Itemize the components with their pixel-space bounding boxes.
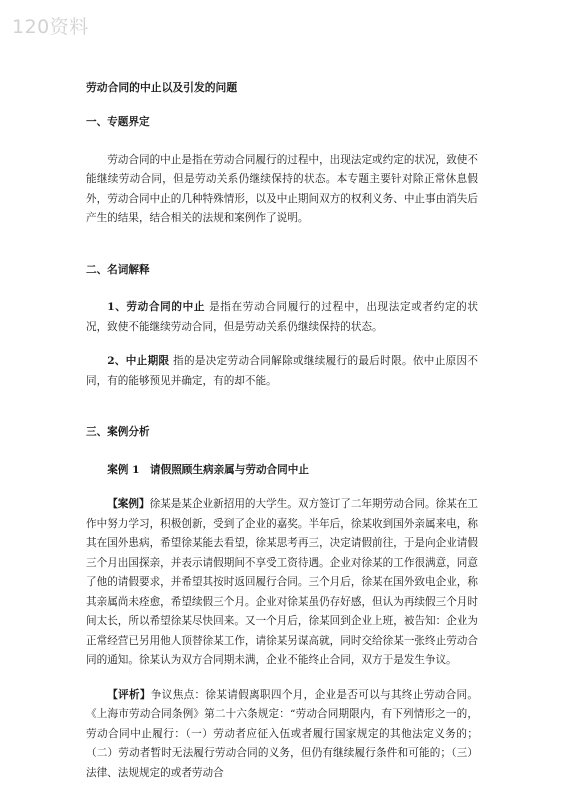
term-2-text: 指的是决定劳动合同解除或继续履行的最后时限。依中止原因不同，有的能够预见并确定，有的却不能。 [86,355,478,387]
case-1-title: 案例 1 请假照顾生病亲属与劳动合同中止 [107,463,309,476]
term-2-label: 2、中止期限 [107,355,170,367]
analysis-label: 【评析】 [107,688,151,701]
document-title: 劳动合同的中止以及引发的问题 [86,81,238,94]
term-1-label: 1、劳动合同的中止 [107,301,206,313]
analysis-text: 争议焦点：徐某请假离职四个月，企业是否可以与其终止劳动合同。《上海市劳动合同条例》第二十六条规定：“劳动合同期限内，有下列情形之一的，劳动合同中止履行：（一）劳动者应征入伍或者履行国家规定的其他法定义务的；（二）劳动者暂时无法履行劳动合同的义务，但仍有继续履行条件和可能的；（三）法律、法规规定的或者劳动合 [86,688,479,779]
section-heading-definition: 一、专题界定 [86,116,150,128]
watermark-logo: 120资料 [12,16,89,38]
case-label: 【案例】 [107,498,150,510]
analysis-paragraph [86,686,478,784]
case-text: 徐某是某企业新招用的大学生。双方签订了二年期劳动合同。徐某在工作中努力学习，积极创新，受到了企业的嘉奖。半年后，徐某收到国外亲属来电，称其在国外患病，希望徐某能去看望，徐某思考再三，决定请假前往，于是向企业请假三个月出国探亲，并表示请假期间不享受工资待遇。企业对徐某的工作很满意，同意了他的请假要求，并希望其按时返回履行合同。三个月后，徐某在国外致电企业，称其亲属尚未痊愈，希望续假三个月。企业对徐某虽仍存好感，但认为再续假三个月时间太长，所以希望徐某尽快回来。又一个月后，徐某回到企业上班，被告知：企业为正常经营已另用他人顶替徐某工作，请徐某另谋高就，同时交给徐某一张终止劳动合同的通知。徐某认为双方合同期未满，企业不能终止合同，双方于是发生争议。 [86,498,479,666]
definition-paragraph: 劳动合同的中止是指在劳动合同履行的过程中，出现法定或约定的状况，致使不能继续劳动合同，但是劳动关系仍继续保持的状态。本专题主要针对除正常休息假外，劳动合同中止的几种特殊情形，以及中止期间双方的权利义务、中止事由消失后产生的结果，结合相关的法规和案例作了说明。 [86,153,478,224]
term-1-text: 是指在劳动合同履行的过程中，出现法定或者约定的状况，致使不能继续劳动合同，但是劳动关系仍继续保持的状态。 [86,301,478,333]
term-1-paragraph [86,298,478,337]
term-2-paragraph [86,352,478,391]
case-paragraph [86,495,478,671]
document-body [86,78,478,783]
section-heading-terms: 二、名词解释 [86,263,150,276]
section-heading-cases: 三、案例分析 [86,426,150,438]
